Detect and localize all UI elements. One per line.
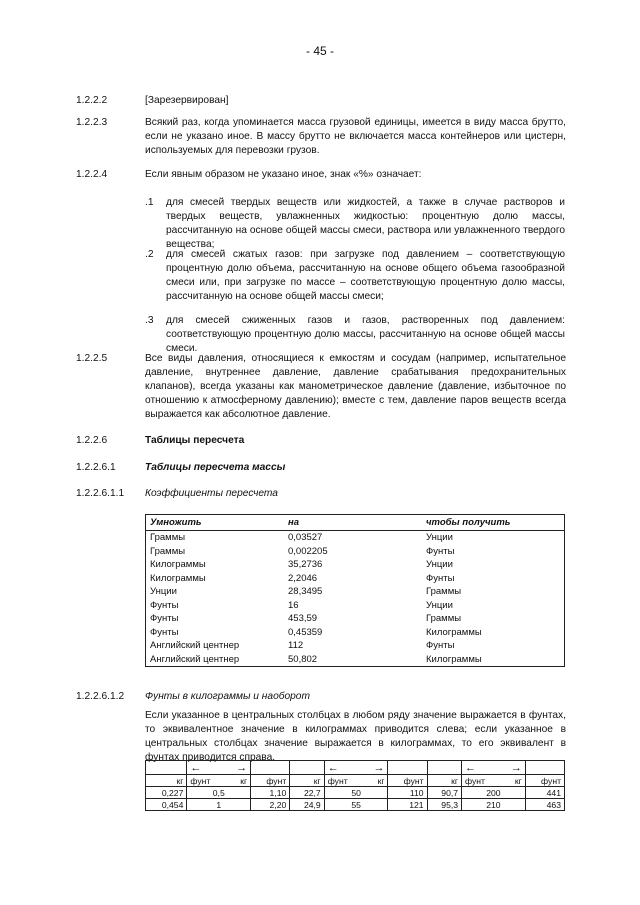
- column-header: фунт: [525, 775, 564, 787]
- table-cell: [146, 761, 187, 775]
- conversion-factors-table: [145, 514, 565, 667]
- table-cell: 50,802: [288, 653, 318, 665]
- table-cell: Фунты: [426, 640, 455, 652]
- table-cell: Унции: [426, 559, 453, 571]
- list-item-text: для смесей твердых веществ или жидкостей, а также в случае растворов и твердых веществ, увлажненных жидкостью: процентную долю массы, рассчитанную на основе общей массы смеси, раствора или увлажненного твердого вещества;: [166, 197, 565, 250]
- section-1-2-2-5: [76, 352, 566, 422]
- table-cell: Фунты: [150, 613, 179, 625]
- section-number: 1.2.2.5: [76, 353, 108, 364]
- right-arrow-icon: →: [225, 761, 250, 775]
- table-cell: 2,20: [251, 799, 290, 811]
- table-cell: Унции: [426, 532, 453, 544]
- section-heading: Коэффициенты пересчета: [145, 488, 278, 499]
- table-cell: 35,2736: [288, 559, 323, 571]
- table-cell: 0,002205: [288, 545, 328, 557]
- section-1-2-2-6: [76, 434, 566, 448]
- section-heading: Таблицы пересчета: [145, 435, 245, 446]
- column-header: фунт: [462, 775, 500, 787]
- table-row: [146, 626, 565, 640]
- table-cell: [251, 761, 290, 775]
- table-cell: 200: [462, 787, 526, 799]
- section-text: [Зарезервирован]: [145, 95, 229, 106]
- table-cell: 0,5: [187, 787, 251, 799]
- table-cell: 210: [462, 799, 526, 811]
- table-cell: Граммы: [150, 532, 186, 544]
- column-header: кг: [225, 775, 250, 787]
- section-number: 1.2.2.6.1: [76, 462, 116, 473]
- table-cell: Унции: [150, 586, 177, 598]
- table-row: [146, 799, 565, 811]
- table-cell: Граммы: [426, 586, 462, 598]
- table-cell: 112: [288, 640, 304, 652]
- section-1-2-2-3: [76, 116, 566, 158]
- table-row: [146, 612, 565, 626]
- column-header: чтобы получить: [422, 515, 565, 531]
- table-cell: 55: [324, 799, 388, 811]
- section-number: 1.2.2.2: [76, 95, 108, 106]
- right-arrow-icon: →: [363, 761, 388, 775]
- table-cell: 441: [525, 787, 564, 799]
- section-number: 1.2.2.4: [76, 169, 108, 180]
- column-header: фунт: [324, 775, 362, 787]
- table-cell: 95,3: [427, 799, 461, 811]
- list-item-text: для смесей сжатых газов: при загрузке под давлением – соответствующую процентную долю объема, рассчитанную на основе общего объема газообразной смеси или, при загрузке по массе – соответствующую процентную долю массы, рассчитанную на основе общей массы смеси;: [166, 249, 565, 302]
- table-cell: Английский центнер: [150, 640, 240, 652]
- table-header-row: [146, 515, 565, 531]
- section-number: 1.2.2.3: [76, 117, 108, 128]
- section-1-2-2-6-1-2: [76, 690, 566, 704]
- table-cell: Килограммы: [150, 559, 206, 571]
- table-row: [146, 558, 565, 572]
- section-paragraph: [76, 709, 566, 765]
- lb-kg-table: [145, 760, 565, 811]
- table-row: [146, 599, 565, 613]
- table-cell: 90,7: [427, 787, 461, 799]
- column-header: на: [284, 515, 422, 531]
- column-header: кг: [290, 775, 324, 787]
- table-cell: [388, 761, 427, 775]
- section-text: Если явным образом не указано иное, знак «%» означает:: [145, 169, 422, 180]
- list-item: [145, 196, 565, 252]
- column-header: кг: [427, 775, 461, 787]
- section-number: 1.2.2.6.1.1: [76, 488, 125, 499]
- list-item-number: .3: [145, 315, 154, 326]
- left-arrow-icon: ←: [324, 761, 362, 775]
- list-item-number: .1: [145, 197, 154, 208]
- table-cell: 110: [388, 787, 427, 799]
- page-number: - 45 -: [305, 44, 334, 58]
- table-cell: 2,2046: [288, 572, 318, 584]
- section-1-2-2-4: [76, 168, 566, 182]
- column-header: фунт: [187, 775, 225, 787]
- table-row: [146, 545, 565, 559]
- table-row: [146, 653, 565, 667]
- table-cell: [290, 761, 324, 775]
- section-heading: Фунты в килограммы и наоборот: [145, 691, 310, 702]
- table-cell: 453,59: [288, 613, 318, 625]
- table-cell: Фунты: [426, 572, 455, 584]
- column-header: кг: [363, 775, 388, 787]
- table-row: [146, 787, 565, 799]
- table-cell: 24,9: [290, 799, 324, 811]
- table-cell: 121: [388, 799, 427, 811]
- arrow-row: [146, 761, 565, 775]
- table-cell: 0,03527: [288, 532, 323, 544]
- column-header: Умножить: [146, 515, 285, 531]
- right-arrow-icon: →: [500, 761, 525, 775]
- column-header: фунт: [388, 775, 427, 787]
- table-cell: Унции: [426, 599, 453, 611]
- table-cell: 22,7: [290, 787, 324, 799]
- section-text: Все виды давления, относящиеся к емкостям и сосудам (например, испытательное давление, внутреннее давление, давление срабатывания предохранительных клапанов), всегда указаны как манометрическое давление (давление, избыточное по отношению к атмосферному давлению); вместе с тем, давление паров веществ всегда выражается как абсолютное давление.: [145, 353, 566, 420]
- list-item-text: для смесей сжиженных газов и газов, растворенных под давлением: соответствующую процентную долю массы, рассчитанную на основе общей массы смеси.: [166, 315, 565, 354]
- table-cell: 463: [525, 799, 564, 811]
- column-header: фунт: [251, 775, 290, 787]
- table-cell: Фунты: [150, 626, 179, 638]
- section-1-2-2-6-1: [76, 461, 566, 475]
- left-arrow-icon: ←: [187, 761, 225, 775]
- section-text: Если указанное в центральных столбцах в любом ряду значение выражается в фунтах, то эквивалентное значение в килограммах приводится слева; если указанное в центральных столбцах значение выражается в килограммах, то его эквивалент в фунтах приводится справа.: [145, 710, 566, 763]
- table-cell: 0,454: [146, 799, 187, 811]
- left-arrow-icon: ←: [462, 761, 500, 775]
- section-number: 1.2.2.6: [76, 435, 108, 446]
- list-item-number: .2: [145, 249, 154, 260]
- table-row: [146, 531, 565, 545]
- column-header: кг: [146, 775, 187, 787]
- section-number: 1.2.2.6.1.2: [76, 691, 125, 702]
- table-cell: [525, 761, 564, 775]
- table-cell: Килограммы: [150, 572, 206, 584]
- table-row: [146, 572, 565, 586]
- section-1-2-2-6-1-1: [76, 487, 566, 501]
- list-item: [145, 248, 565, 304]
- table-row: [146, 585, 565, 599]
- table-header-row: [146, 775, 565, 787]
- section-heading: Таблицы пересчета массы: [145, 462, 286, 473]
- list-item: [145, 314, 565, 356]
- table-cell: Фунты: [426, 545, 455, 557]
- table-cell: 50: [324, 787, 388, 799]
- table-cell: 28,3495: [288, 586, 323, 598]
- section-1-2-2-2: [76, 94, 566, 108]
- table-cell: 16: [288, 599, 299, 611]
- table-cell: Граммы: [426, 613, 462, 625]
- table-cell: Граммы: [150, 545, 186, 557]
- section-text: Всякий раз, когда упоминается масса грузовой единицы, имеется в виду масса брутто, если не указано иное. В массу брутто не включается масса контейнеров или цистерн, используемых для перевозки грузов.: [145, 117, 566, 156]
- column-header: кг: [500, 775, 525, 787]
- table-cell: Килограммы: [426, 626, 482, 638]
- table-cell: 1: [187, 799, 251, 811]
- table-cell: Английский центнер: [150, 653, 240, 665]
- table-cell: [427, 761, 461, 775]
- table-cell: Килограммы: [426, 653, 482, 665]
- table-cell: 0,45359: [288, 626, 323, 638]
- table-cell: 0,227: [146, 787, 187, 799]
- table-row: [146, 639, 565, 653]
- table-cell: Фунты: [150, 599, 179, 611]
- table-cell: 1,10: [251, 787, 290, 799]
